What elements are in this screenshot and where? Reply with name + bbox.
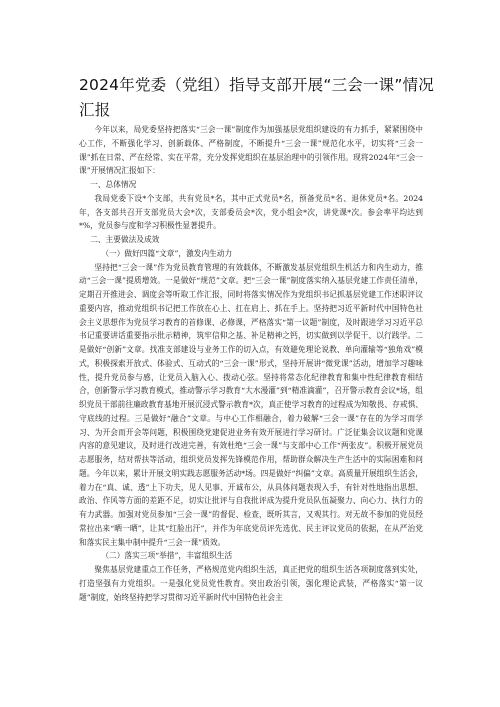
subsection-heading-four-articles: （一）做好四篇“文章”，激发内生动力	[101, 248, 233, 258]
document-body	[79, 123, 423, 604]
section-heading-overview: 一、总体情况	[90, 180, 137, 189]
document-title: 2024年党委（党组）指导支部开展“三会一课”情况汇报	[79, 76, 435, 119]
subsection-heading-three-measures: （二）落实三项“举措”，丰富组织生活	[101, 551, 233, 561]
four-articles-paragraph: 坚持把“三会一课”作为党员教育管理的有效载体，不断激发基层党组织生机活力和内生动力，推动“三会一课”提质增效。一是做好“规范”文章。把“三会一课”制度落实纳入基层党建工作责任清单，定期召开推进会、调度会等听取工作汇报，同时将落实情况作为党组织书记抓基层党建工作述职评议重要内容，推动党组织书记把工作放在心上、扛在肩上、抓在手上。坚持把习近平新时代中国特色社会主义思想作为党员学习教育的首修课、必修课，严格落实“第一议题”制度，及时跟进学习习近平总书记重要讲话重要指示批示精神，筑牢信仰之基、补足精神之钙，切实做到以学促干、以行践学。二是做好“创新”文章。找准支部建设与业务工作的切入点，有效避免理论说教、单向灌输等“独角戏”模式，积极探索开放式、体验式、互动式的“三会一课”形式，坚持开展讲“微党课”活动，增加学习趣味性，提升党员参与感，让党员入脑入心、拨动心弦。坚持将常态化纪律教育和集中性纪律教育相结合，创新警示学习教育模式，推动警示学习教育“大水漫灌”到“精准滴灌”，召开警示教育会议*场，组织党员干部前往廉政教育基地开展沉浸式警示教育*次，真正使学习教育的过程成为知敬畏、存戒惧、守底线的过程。三是做好“融合”文章。与中心工作相融合，着力破解“三会一课”存在的为学习而学习、为开会而开会等问题，积极围绕党建促进业务有效开展进行学习研讨。广泛征集会议议题和党课内容的意见建议，及时进行改进完善，有效杜绝“三会一课”与支部中心工作“两张皮”。积极开展党员志愿服务，结对帮扶等活动，组织党员发挥先锋模范作用，帮助群众解决生产生活中的实际困难和问题。今年以来，累计开展文明实践志愿服务活动*场。四是做好“纠偏”文章。高质量开展组织生活会，着力在“真、诚、透”上下功夫，见人见事、开诚布公，从具体问题表现入手，有针对性地指出思想、政治、作风等方面的差距不足，切实让批评与自我批评成为提升党员队伍凝聚力、向心力、执行力的有力武器。加强对党员参加“三会一课”的督促、检查，既听其言，又观其行。对无故不参加的党员经常拉出来“晒一晒”，让其“红脸出汗”，并作为年底党员评先选优、民主评议党员的依据，在从严治党和落实民主集中制中提升“三会一课”质效。	[79, 262, 423, 547]
overview-paragraph: 我局党委下设*个支部，共有党员*名，其中正式党员*名，预备党员*名、退休党员*名。2024年，各支部共召开支部党员大会*次，支部委员会*次，党小组会*次，讲党课*次。参会率平均达到*%，党员参与度和学习积极性显著提升。	[79, 193, 423, 231]
section-heading-practices: 二、主要做法及成效	[90, 235, 160, 244]
intro-paragraph: 今年以来，局党委坚持把落实“三会一课”制度作为加强基层党组织建设的有力抓手，紧紧围绕中心工作，不断强化学习、创新载体、严格制度，不断提升“三会一课”规范化水平，切实将“三会一课”抓在日常、严在经常、实在平常，充分发挥党组织在基层治理中的引领作用。现将2024年“三会一课”开展情况汇报如下：	[79, 125, 423, 176]
three-measures-paragraph: 聚焦基层党建重点工作任务，严格规范党内组织生活，真正把党的组织生活各项制度落到实处，打造坚强有力党组织。一是强化党员党性教育。突出政治引领，强化理论武装，严格落实“第一议题”制度，始终坚持把学习贯彻习近平新时代中国特色社会主	[79, 565, 423, 602]
